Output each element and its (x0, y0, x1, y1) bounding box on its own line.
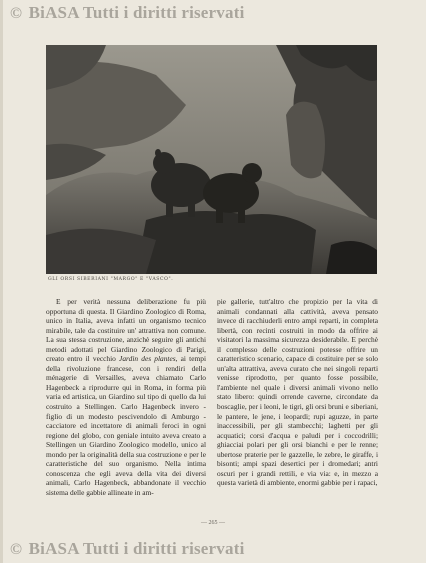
photo-caption: GLI ORSI SIBERIANI "MARGO" E "VASCO". (48, 277, 174, 282)
article-right-column (217, 297, 378, 488)
copyright-icon: © (10, 541, 23, 558)
right-column-paragraph: pie gallerie, tutt'altro che propizio per la vita di animali condannati alla cattività, aveva pensato invece di racchiuderli entro ampi reparti, in completa libertà, con recinti costruiti in modo da offrire ai visitatori la massima sicurezza desiderabile. E perchè il complesso delle costruzioni potesse offrire un caratteristico scenario, capace di costituire per se solo un'alta attrattiva, aveva curato che nei singoli reparti venisse riprodotto, per quanto fosse possibile, l'ambiente nel quale i diversi animali vivono nello stato libero: quindi orrende caverne, circondate da boscaglie, per i leoni, le tigri, gli orsi bruni e siberiani, le pantere, le jene, i leopardi; rupi aguzze, in parte inaccessibili, per gli stambecchi; laghetti per gli acquatici; corsi d'acqua e paludi per i coccodrilli; ghiacciai polari per gli orsi bianchi e per le renne; ubertose praterie per le gazzelle, le zebre, le giraffe, i bisonti; ampi spazi desertici per i dromedari; antri oscuri per i grandi rettili, e via via: e, in mezzo a questa varietà di ambiente, enormi gabbie per i rapaci, (217, 297, 378, 488)
article-left-column (46, 297, 206, 497)
bears-photograph (46, 45, 377, 274)
copyright-icon: © (10, 5, 23, 22)
watermark-text: BiASA Tutti i diritti riservati (28, 3, 245, 22)
left-column-text: E per verità nessuna deliberazione fu più opportuna di questa. Il Giardino Zoologico di Roma, unico in Italia, aveva infatti un organismo tecnico mirabile, tale da costituire un' attrattiva non comune. La sua stessa costruzione, anzichè seguire gli antichi metodi adottati pel Giardino Zoologico di Parigi, creato entro il vecchio (46, 297, 206, 364)
page-fold-shadow (0, 0, 3, 563)
left-column-paragraph (46, 297, 206, 497)
left-column-text-cont: ai tempi della rivoluzione francese, con i rendiri della ménagerie di Versailles, aveva chiamato Carlo Hagenbeck a riprodurre qui in Roma, in forma più varia ed artistica, un Giardino sul tipo di quello da lui costruito a Stellingen. Carlo Hagenbeck invero - figlio di un modesto pescivendolo di Amburgo - cacciatore ed incettatore di animali feroci in ogni regione del globo, con geniale intuito aveva creato a Stellingen un Giardino Zoologico modello, unico al mondo per la originalità della sua costruzione e per le caratteristiche del suo organismo. Nella intima conoscenza che egli aveva della vita dei diversi animali, Carlo Hagenbeck, abbandonate il vecchio sistema delle gabbie allineate in am- (46, 354, 206, 497)
jardin-des-plantes-italic: Jardin des plantes, (119, 354, 178, 364)
watermark-top (10, 3, 245, 23)
page-number: — 265 — (201, 520, 225, 526)
watermark-text: BiASA Tutti i diritti riservati (28, 539, 245, 558)
bears-photo-illustration (46, 45, 377, 274)
watermark-bottom (10, 539, 245, 559)
